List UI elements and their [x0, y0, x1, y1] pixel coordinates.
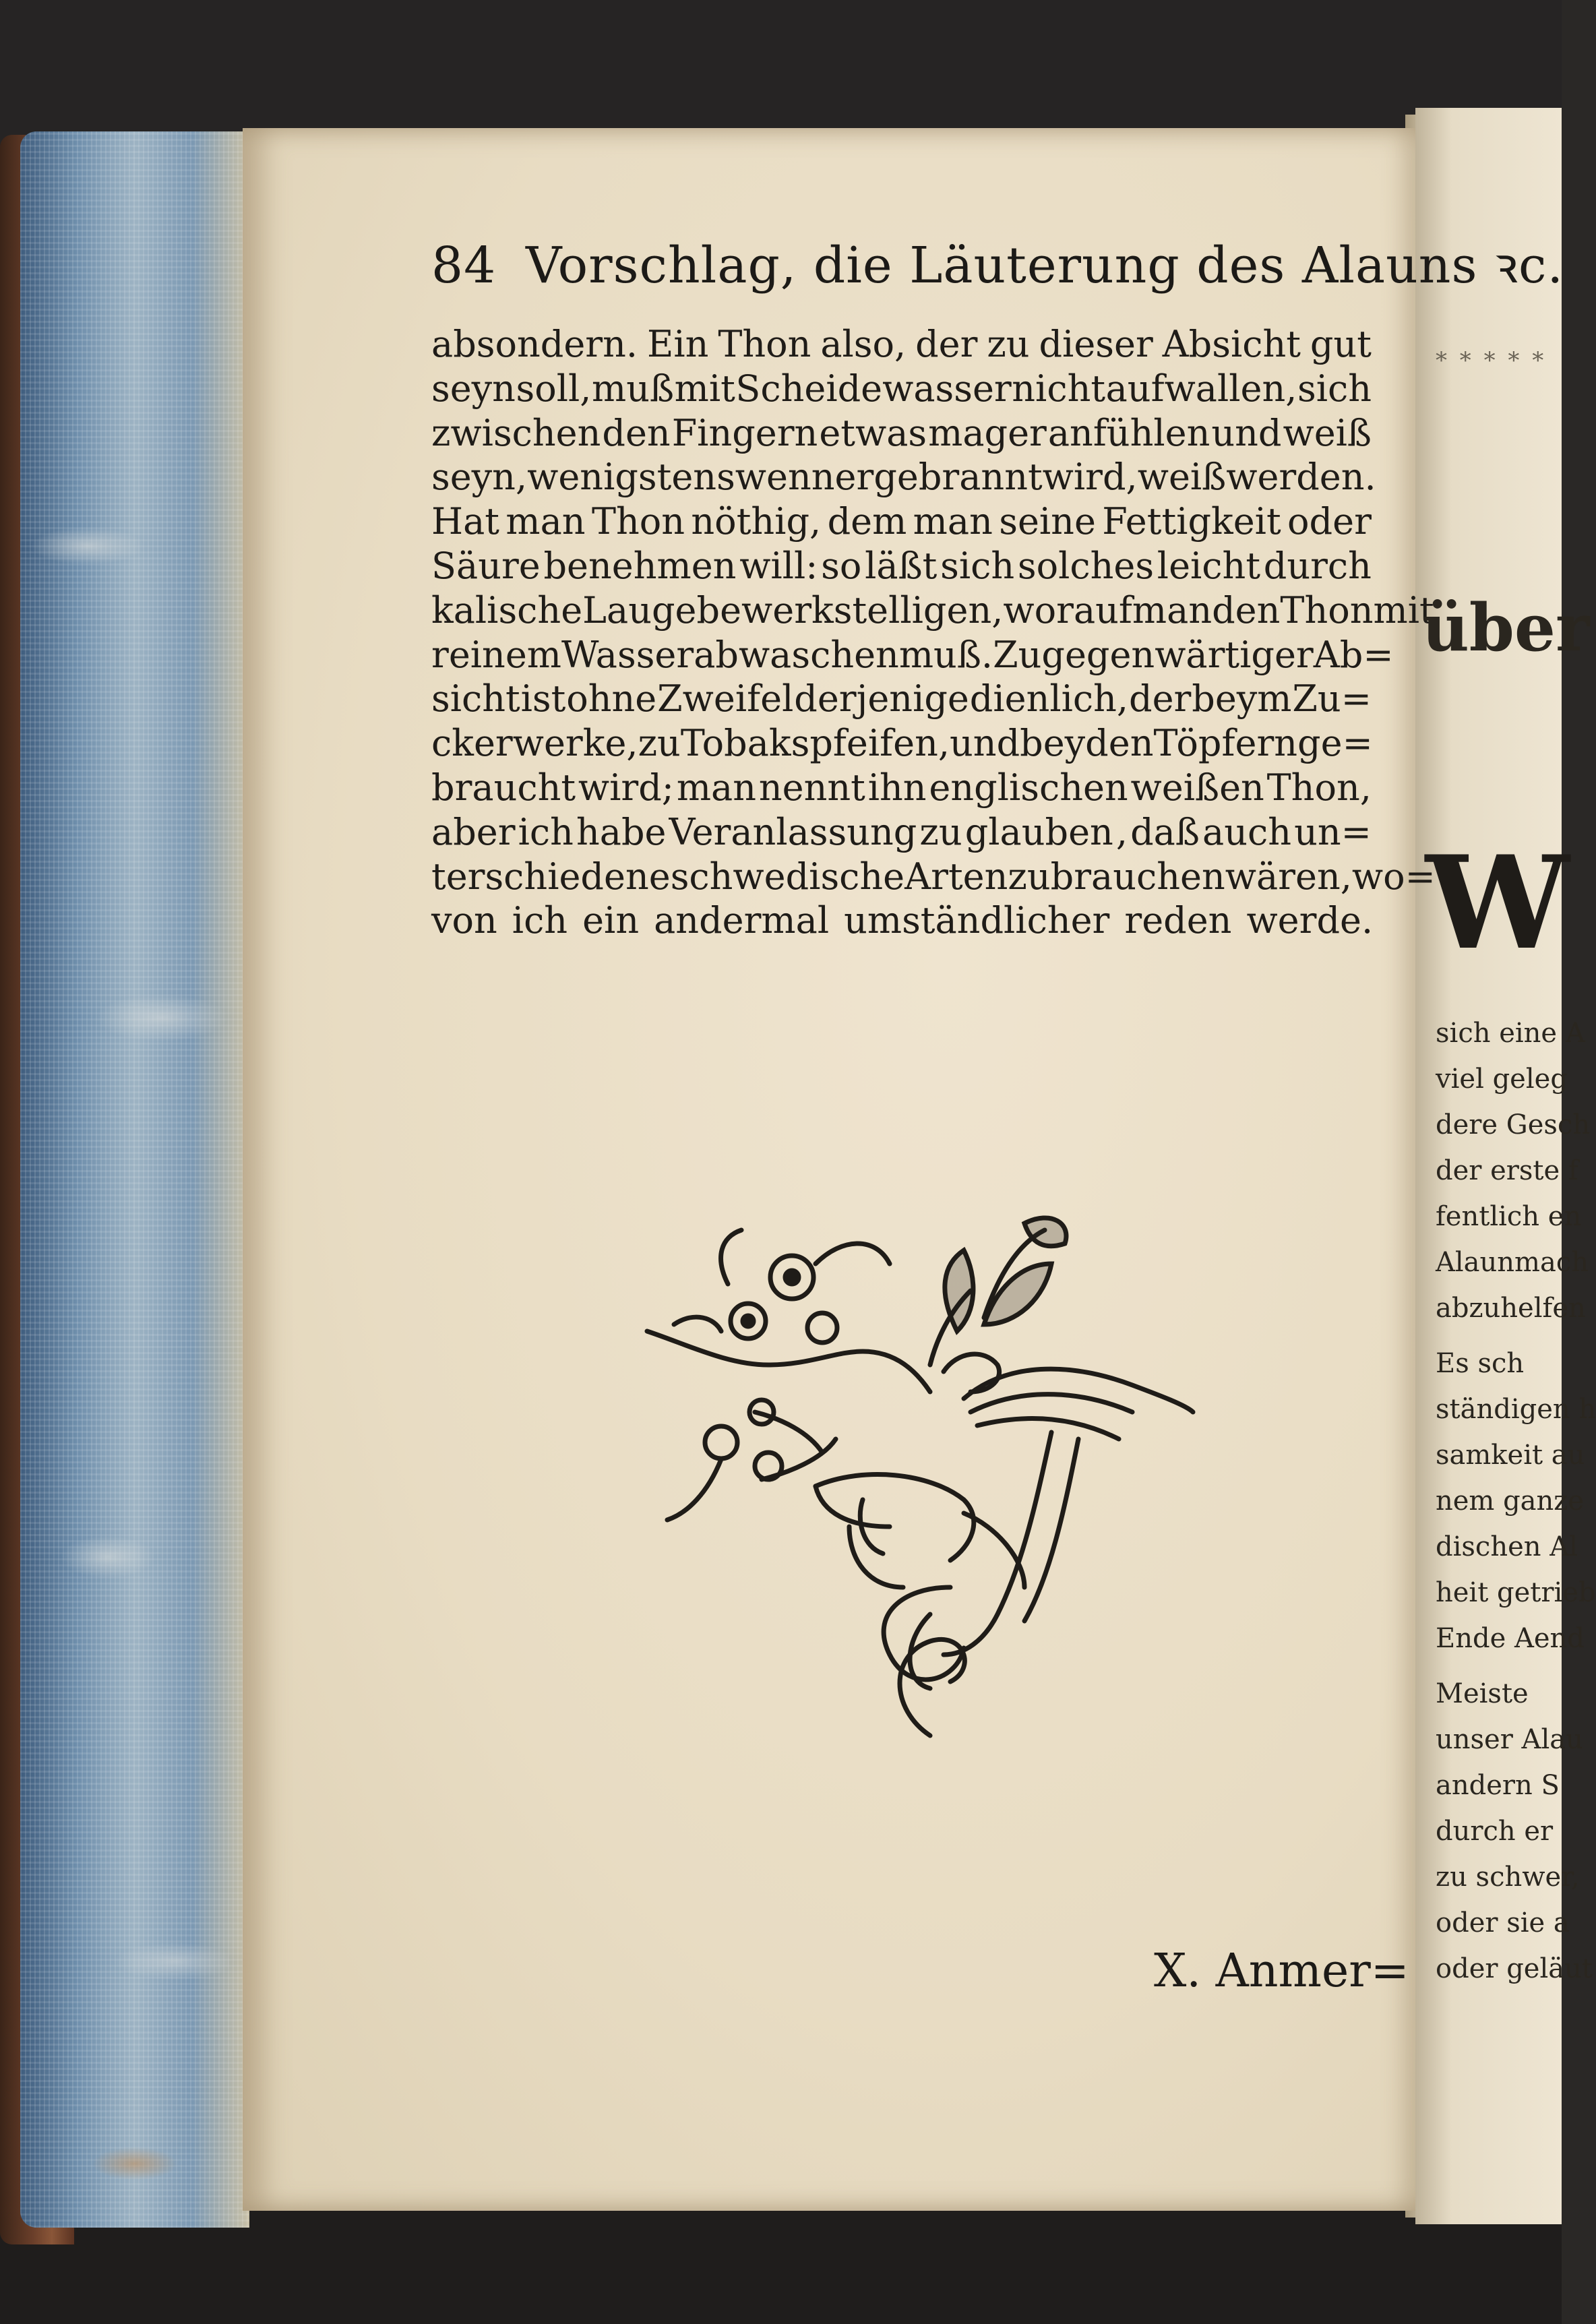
facing-page-line: dischen Al: [1436, 1531, 1578, 1562]
word: und: [1211, 411, 1282, 454]
word: Fettigkeit: [1102, 500, 1281, 543]
word: worauf: [1003, 588, 1132, 632]
word: Wasser: [561, 633, 694, 676]
word: den: [1085, 722, 1154, 765]
facing-page-line: durch er: [1436, 1816, 1554, 1847]
word: seyn,: [431, 456, 528, 499]
facing-page-line: zu schwer,: [1436, 1862, 1580, 1893]
word: man: [676, 766, 757, 809]
word: kalische: [431, 588, 583, 632]
word: bey: [1020, 722, 1086, 765]
text-line: [431, 588, 1434, 633]
text-line: [431, 766, 1372, 810]
word: Zweifel: [657, 677, 794, 721]
word: weißen: [1130, 766, 1264, 809]
word: wären,: [1225, 855, 1352, 898]
word: wo=: [1351, 855, 1436, 898]
text-line: [431, 367, 1372, 411]
word: Scheidewasser: [735, 367, 1012, 410]
word: mit: [1373, 588, 1434, 632]
vignette-ornament: [647, 1210, 1206, 1736]
word: Tobakspfeifen,: [680, 722, 950, 765]
word: so: [821, 544, 862, 587]
word: habe: [576, 810, 667, 853]
word: Thon: [591, 500, 685, 543]
word: Lauge: [582, 588, 697, 632]
facing-page-line: abzuhelfen: [1436, 1293, 1586, 1324]
word: terschiedene: [431, 855, 671, 898]
page-number: 84: [431, 237, 497, 295]
facing-page-line: viel geleg: [1436, 1064, 1568, 1095]
word: wenigstens: [527, 456, 735, 499]
word: also,: [820, 323, 907, 365]
word: bewerkstelligen,: [696, 588, 1004, 632]
word: mit: [674, 367, 735, 410]
word: ich: [518, 810, 574, 853]
word: zwischen: [431, 411, 601, 454]
word: gut: [1310, 323, 1372, 365]
word: man: [505, 500, 586, 543]
facing-page-line: dere Gesch: [1436, 1109, 1591, 1140]
facing-page-dropcap: W: [1425, 828, 1570, 978]
word: weiß: [1283, 411, 1372, 454]
word: auch: [1202, 810, 1292, 853]
word: mager: [928, 411, 1047, 454]
catchword: X. Anmer=: [1154, 1945, 1409, 1998]
word: muß.: [898, 633, 993, 676]
word: ,: [1115, 810, 1128, 853]
facing-page-line: der erste f: [1436, 1155, 1578, 1186]
facing-page-line: heit getrieb: [1436, 1577, 1596, 1608]
word: weiß: [1137, 456, 1227, 499]
facing-page-line: nem ganze: [1436, 1486, 1585, 1517]
word: andermal: [654, 899, 830, 942]
word: un=: [1294, 810, 1372, 853]
word: schwedische: [670, 855, 905, 898]
text-line: [431, 721, 1372, 766]
marble-pattern: [27, 142, 229, 2218]
facing-page-line: oder geläut: [1436, 1953, 1593, 1984]
word: anfühlen: [1047, 411, 1210, 454]
word: dienlich,: [969, 677, 1129, 721]
word: sich: [1297, 367, 1372, 410]
word: Thon: [1280, 588, 1374, 632]
facing-page-line: Alaunmach: [1436, 1247, 1589, 1278]
word: leicht: [1157, 544, 1261, 587]
word: ein: [582, 899, 640, 942]
word: durch: [1263, 544, 1372, 587]
word: zu: [987, 323, 1030, 365]
text-line: [431, 677, 1372, 721]
word: Hat: [431, 500, 499, 543]
word: seyn: [431, 367, 516, 410]
word: nöthig,: [691, 500, 822, 543]
facing-page-line: fentlich en: [1436, 1201, 1582, 1232]
word: Thon: [718, 323, 811, 365]
word: Säure: [431, 544, 541, 587]
word: den: [602, 411, 671, 454]
word: benehmen: [543, 544, 737, 587]
word: absondern.: [431, 323, 638, 365]
word: der: [915, 323, 978, 365]
text-line: [431, 544, 1372, 588]
word: sicht: [431, 677, 520, 721]
word: man: [1132, 588, 1213, 632]
word: reinem: [431, 633, 561, 676]
word: ich: [512, 899, 568, 942]
facing-page-line: Es sch: [1436, 1348, 1525, 1379]
word: dieser: [1039, 323, 1153, 365]
word: solches: [1017, 544, 1155, 587]
facing-page-line: ständigen h: [1436, 1394, 1596, 1425]
word: braucht: [431, 766, 576, 809]
word: zu: [919, 810, 962, 853]
facing-page-title: über: [1422, 590, 1590, 666]
text-line: [431, 898, 1372, 943]
word: er: [834, 456, 874, 499]
word: ckerwerke,: [431, 722, 638, 765]
word: will:: [739, 544, 818, 587]
word: zu: [1008, 855, 1051, 898]
word: läßt: [865, 544, 938, 587]
word: nicht: [1012, 367, 1106, 410]
word: Absicht: [1162, 323, 1301, 365]
word: man: [913, 500, 993, 543]
word: Zu: [993, 633, 1042, 676]
facing-page-line: Ende Aend: [1436, 1623, 1585, 1654]
word: Thon,: [1266, 766, 1372, 809]
word: muß: [592, 367, 675, 410]
word: ist: [520, 677, 566, 721]
word: reden: [1124, 899, 1232, 942]
word: glauben: [964, 810, 1113, 853]
body-paragraph: [431, 322, 1436, 943]
word: aufwallen,: [1105, 367, 1297, 410]
word: nennt: [758, 766, 865, 809]
facing-page-line: Meiste: [1436, 1678, 1529, 1709]
word: wird,: [1042, 456, 1138, 499]
word: Veranlassung: [669, 810, 917, 853]
word: ge=: [1297, 722, 1373, 765]
word: Arten: [904, 855, 1008, 898]
text-line: [431, 322, 1372, 367]
word: beym: [1192, 677, 1292, 721]
word: sich: [940, 544, 1015, 587]
word: den: [1212, 588, 1281, 632]
word: derjenige: [794, 677, 969, 721]
word: Zu=: [1292, 677, 1372, 721]
word: abwaschen: [694, 633, 899, 676]
word: wenn: [735, 456, 835, 499]
word: gebrannt: [873, 456, 1043, 499]
text-line: [431, 455, 1376, 499]
word: wird;: [578, 766, 674, 809]
word: der: [1129, 677, 1192, 721]
text-line: [431, 411, 1372, 456]
word: zu: [638, 722, 681, 765]
word: werde.: [1246, 899, 1374, 942]
word: brauchen: [1050, 855, 1225, 898]
facing-page-line: unser Alau: [1436, 1724, 1583, 1755]
facing-page-line: andern S: [1436, 1770, 1560, 1801]
text-line: [431, 855, 1436, 899]
running-title: Vorschlag, die Läuterung des Alauns ꝛc.: [526, 237, 1564, 295]
facing-page-line: samkeit au: [1436, 1440, 1585, 1471]
word: oder: [1287, 500, 1372, 543]
word: dem: [827, 500, 907, 543]
word: englischen: [929, 766, 1128, 809]
running-header: [431, 229, 1564, 303]
word: Ab=: [1313, 633, 1394, 676]
word: Töpfern: [1153, 722, 1298, 765]
word: seine: [999, 500, 1096, 543]
word: ohne: [566, 677, 657, 721]
word: und: [950, 722, 1020, 765]
word: etwas: [819, 411, 927, 454]
word: Ein: [646, 323, 709, 365]
word: aber: [431, 810, 516, 853]
word: gegenwärtiger: [1041, 633, 1314, 676]
text-line: [431, 633, 1394, 677]
word: soll,: [516, 367, 592, 410]
facing-page-line: sich eine A: [1436, 1018, 1585, 1049]
word: daß: [1130, 810, 1200, 853]
word: ihn: [867, 766, 927, 809]
word: von: [431, 899, 497, 942]
facing-page-stars: * * * * *: [1436, 347, 1547, 374]
text-line: [431, 810, 1372, 855]
word: werden.: [1226, 456, 1376, 499]
word: Fingern: [671, 411, 818, 454]
word: umständlicher: [844, 899, 1110, 942]
text-line: [431, 499, 1372, 544]
facing-page-line: oder sie a: [1436, 1907, 1570, 1938]
